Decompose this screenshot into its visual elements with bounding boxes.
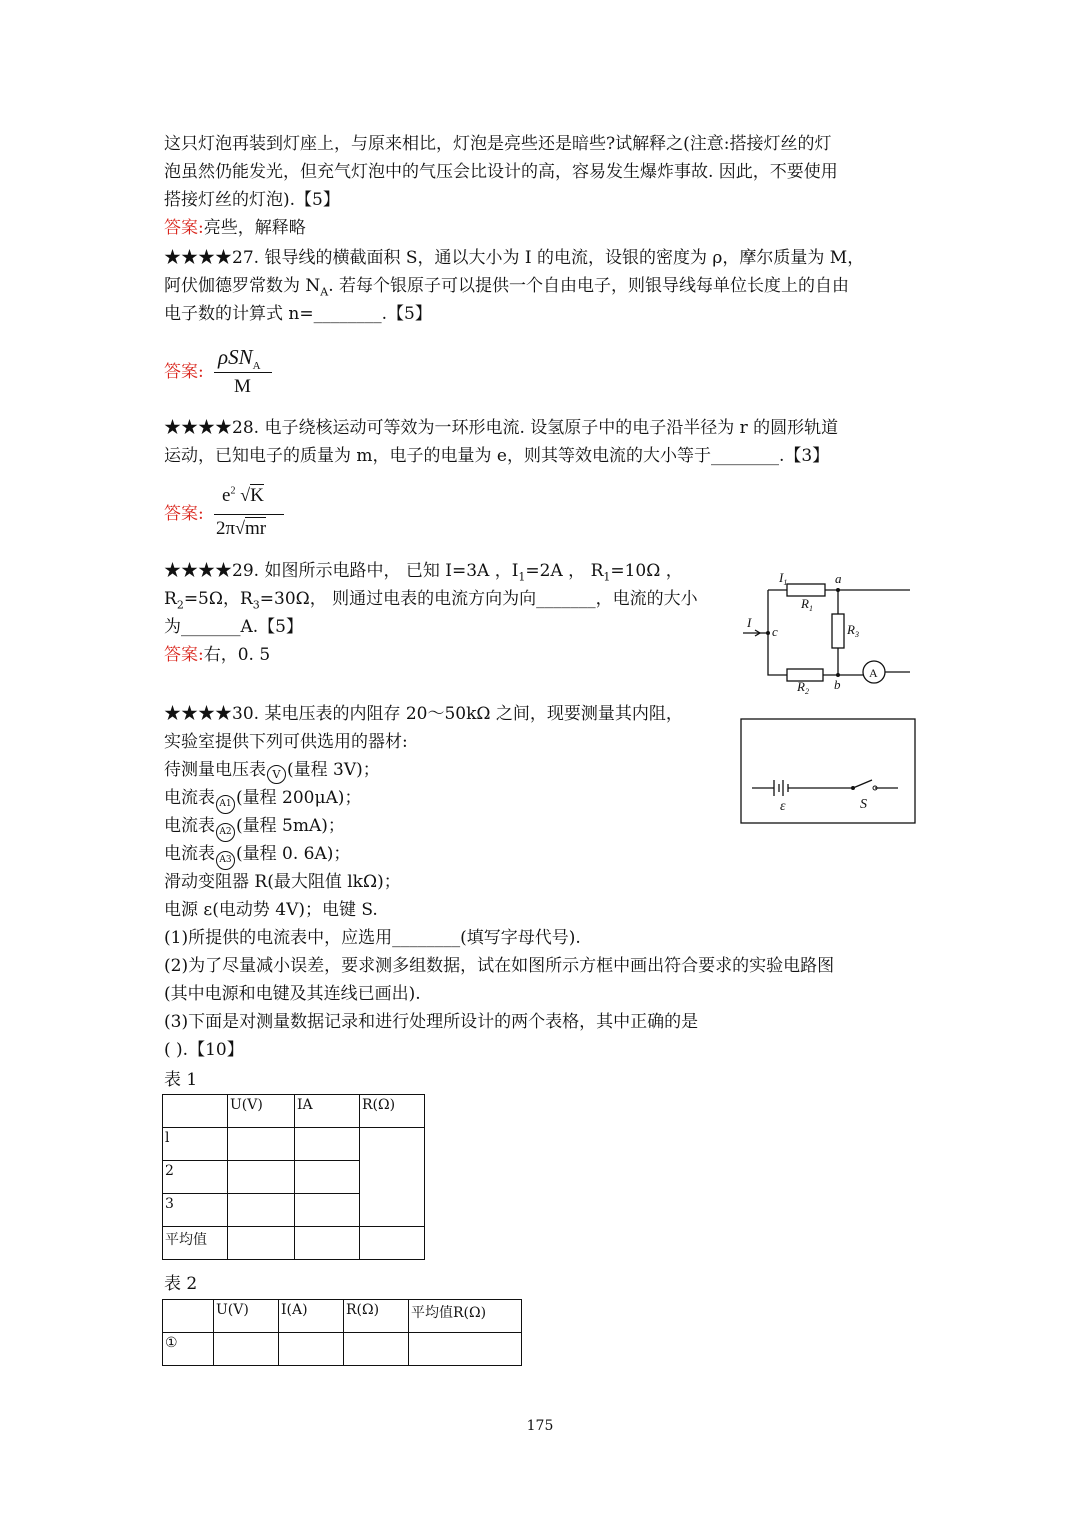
intro-line-3: 搭接灯丝的灯泡).【5】 [164,190,340,210]
q27-answer-numerator: ρSN$_A$ [218,345,261,372]
q27-answer-label: 答案: [164,362,204,382]
q27-line-3: 电子数的计算式 n=________.【5】 [164,304,432,324]
q30-circuit-box [740,718,916,824]
table-row [163,1333,522,1366]
table2-header-cell: I(A) [279,1300,344,1333]
q28-line-2: 运动，已知电子的质量为 m，电子的电量为 e，则其等效电流的大小等于________.【3】 [164,446,830,466]
intro-line-2: 泡虽然仍能发光，但充气灯泡中的气压会比设计的高，容易发生爆炸事故. 因此，不要使用 [164,162,838,182]
resistor-r2 [787,669,823,681]
q30-line-10: (2)为了尽量减小误差，要求测多组数据，试在如图所示方框中画出符合要求的实验电路图 [164,956,835,976]
q30-line-9: (1)所提供的电流表中，应选用________(填写字母代号). [164,928,581,948]
ammeter-a1-symbol: A1 [216,795,235,814]
label-r1: $R_1$ [801,596,813,613]
table1-header-cell: IA [295,1095,360,1128]
table1-header-cell: U(V) [228,1095,295,1128]
q30-line-6: 电流表 A3 (量程 0. 6A)； [164,840,350,870]
q27-line-1: ★★★★27. 银导线的横截面积 S，通以大小为 I 的电流，设银的密度为 ρ，摩尔质量为 M， [164,248,865,268]
q30-line-1: ★★★★30. 某电压表的内阻存 20～50kΩ 之间，现要测量其内阻， [164,704,683,724]
table1-row-label: 平均值 [163,1227,228,1260]
q28-answer-numerator: $e^2$ √K [222,485,264,506]
label-c: c [772,624,778,639]
label-b: b [834,677,841,692]
q29-answer: 答案:右，0. 5 [164,645,271,665]
q30-line-11: (其中电源和电键及其连线已画出). [164,984,421,1004]
label-i1: $I_1$ [779,570,788,587]
q27-fraction-bar [214,372,272,373]
label-i: I [747,615,752,630]
q29-circuit-diagram [735,570,915,695]
label-r2: $R_2$ [797,679,809,695]
q30-line-13: ( ).【10】 [164,1040,244,1060]
voltmeter-symbol: V [267,765,286,784]
q30-line-7: 滑动变阻器 R(最大阻值 lkΩ)； [164,872,401,892]
q28-answer-denominator: 2π√mr [216,518,267,539]
table1-caption: 表 1 [164,1070,198,1090]
label-ammeter: A [869,666,878,680]
table1-header-cell [163,1095,228,1128]
table1-row-label: l [163,1128,228,1161]
label-emf: ε [780,799,786,814]
table1-row-label: 3 [163,1194,228,1227]
q29-line-2: $R_2=5\Omega$，$R_3=30\Omega$， 则通过电表的电流方向为向_______，电流的大小 [164,589,698,612]
q29-line-3: 为_______A.【5】 [164,617,303,637]
ammeter-a3-symbol: A3 [216,851,235,870]
intro-answer [164,214,306,242]
q28-fraction-bar [214,514,284,515]
table1-row-label: 2 [163,1161,228,1194]
table2-header-cell [163,1300,214,1333]
table2-header-cell: U(V) [214,1300,279,1333]
page-number: 175 [526,1418,554,1434]
resistor-r3 [832,614,844,648]
table1-merged-cell [360,1128,425,1227]
table1-header-cell: R(Ω) [360,1095,425,1128]
q30-line-3: 待测量电压表 V (量程 3V)； [164,756,380,784]
answer-label: 答案: [164,218,204,238]
q30-line-4: 电流表 A1 (量程 200μA)； [164,784,361,814]
table-2 [162,1299,522,1366]
q27-answer-denominator: M [234,376,251,397]
table-row [163,1227,425,1260]
intro-line-1: 这只灯泡再装到灯座上，与原来相比，灯泡是亮些还是暗些?试解释之(注意:搭接灯丝的灯 [164,134,832,154]
switch-blade [853,780,872,788]
q30-line-12: (3)下面是对测量数据记录和进行处理所设计的两个表格，其中正确的是 [164,1012,699,1032]
table2-caption: 表 2 [164,1274,198,1294]
table-row [163,1128,425,1161]
ammeter-a2-symbol: A2 [216,823,235,842]
label-r3: $R_3$ [847,622,859,639]
q28-answer-label: 答案: [164,504,204,524]
q30-line-2: 实验室提供下列可供选用的器材: [164,732,408,752]
q27-line-2: 阿伏伽德罗常数为 $N_A$. 若每个银原子可以提供一个自由电子，则银导线每单位长度上的自由 [164,276,850,299]
resistor-r1 [787,584,825,596]
q30-line-8: 电源 ε(电动势 4V)；电键 S. [164,900,378,920]
table-1 [162,1094,425,1260]
q29-line-1: ★★★★29. 如图所示电路中， 已知 I=3A ，$I_1=2A$ ， $R_1=10\Omega$ ， [164,561,683,584]
q30-line-5: 电流表 A2 (量程 5mA)； [164,812,345,842]
table2-header-cell: R(Ω) [344,1300,409,1333]
label-switch: S [860,797,867,812]
table1-header-row [163,1095,425,1128]
table2-row-label: ① [163,1333,214,1366]
label-a: a [835,571,842,586]
table2-header-cell: 平均值R(Ω) [409,1300,522,1333]
q28-line-1: ★★★★28. 电子绕核运动可等效为一环形电流. 设氢原子中的电子沿半径为 r 的圆形轨道 [164,418,839,438]
table2-header-row [163,1300,522,1333]
answer-text: 亮些，解释略 [203,218,306,238]
